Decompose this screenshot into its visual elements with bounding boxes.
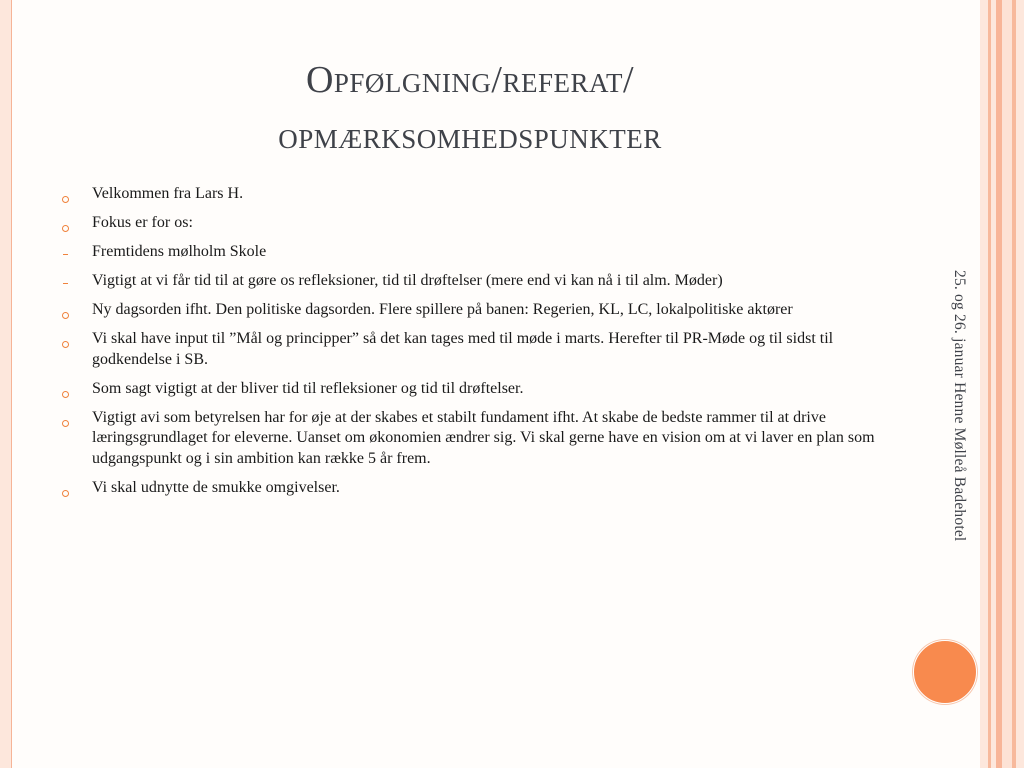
list-item — [60, 184, 880, 205]
bullet-text: Fremtidens mølholm Skole — [92, 243, 267, 260]
list-item — [60, 329, 880, 370]
bullet-dash-icon — [60, 247, 70, 268]
right-stripe-5 — [1002, 0, 1012, 768]
bullet-circle-icon — [60, 334, 70, 355]
bullet-circle-icon — [60, 305, 70, 326]
bullet-text: Ny dagsorden ifht. Den politiske dagsorden. Flere spillere på banen: Regerien, KL, LC, lokalpolitiske aktører — [92, 301, 793, 318]
side-caption: 25. og 26. januar Henne Mølleå Badehotel — [951, 270, 968, 542]
list-item — [60, 408, 880, 470]
bullet-circle-icon — [60, 384, 70, 405]
bullet-dash-icon — [60, 276, 70, 297]
bullet-circle-icon — [60, 483, 70, 504]
list-item — [60, 379, 880, 400]
list-item — [60, 300, 880, 321]
bullet-text: Vigtigt at vi får tid til at gøre os refleksioner, tid til drøftelser (mere end vi kan nå i til alm. Møder) — [92, 272, 723, 289]
bullet-list — [60, 184, 880, 507]
right-stripe-7 — [1016, 0, 1024, 768]
list-item — [60, 242, 880, 263]
slide-title — [90, 52, 850, 164]
list-item — [60, 478, 880, 499]
bullet-text: Fokus er for os: — [92, 214, 193, 231]
title-line-1: Opfølgning/referat/ — [305, 59, 635, 101]
bullet-circle-icon — [60, 189, 70, 210]
right-stripe-1 — [980, 0, 988, 768]
bullet-text: Vigtigt avi som betyrelsen har for øje at der skabes et stabilt fundament ifht. At skabe de bedste rammer til at drive læringsgrundlaget for eleverne. Uanset om økonomien ændrer sig. Vi skal gerne have en vision om at vi laver en plan som udgangspunkt og i sin ambition kan række 5 år frem. — [92, 408, 875, 467]
list-item — [60, 271, 880, 292]
bullet-text: Som sagt vigtigt at der bliver tid til refleksioner og tid til drøftelser. — [92, 379, 524, 397]
title-line-2: opmærksomhedspunkter — [278, 115, 662, 157]
bullet-text: Vi skal have input til ”Mål og principper” så det kan tages med til møde i marts. Herefter til PR-Møde og til sidst til godkendelse i SB. — [92, 330, 834, 368]
list-item — [60, 213, 880, 234]
bullet-text: Velkommen fra Lars H. — [92, 185, 244, 202]
bullet-circle-icon — [60, 218, 70, 239]
bullet-circle-icon — [60, 413, 70, 434]
decorative-circle — [913, 640, 977, 704]
bullet-text: Vi skal udnytte de smukke omgivelser. — [92, 478, 340, 496]
